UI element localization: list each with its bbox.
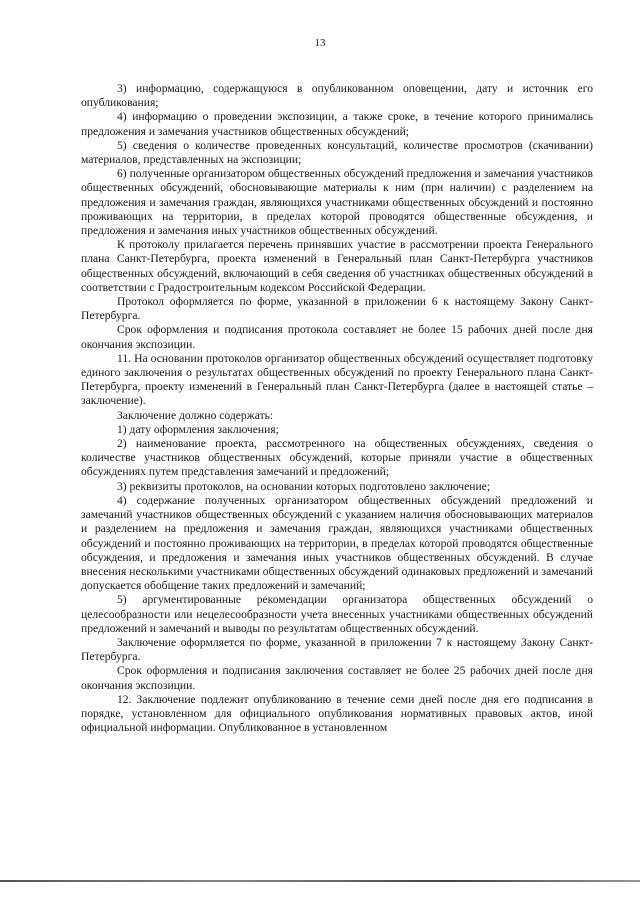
paragraph: 5) аргументированные рекомендации организатора общественных обсуждений о целесообразности или нецелесообразности учета внесенных участниками общественных обсуждений предложений и замечаний и выводы по результатам общественных обсуждений. <box>81 593 593 635</box>
paragraph: 5) сведения о количестве проведенных консультаций, количестве просмотров (скачивании) материалов, представленных на экспозиции; <box>81 138 593 167</box>
paragraph: Заключение оформляется по форме, указанной в приложении 7 к настоящему Закону Санкт-Петербурга. <box>81 635 593 664</box>
page-number: 13 <box>314 37 326 49</box>
paragraph: 11. На основании протоколов организатор общественных обсуждений осуществляет подготовку единого заключения о результатах общественных обсуждений по проекту Генерального плана Санкт-Петербурга, проекту изменений в Генеральный план Санкт-Петербурга (далее в настоящей статье – заключение). <box>81 351 593 408</box>
paragraph: К протоколу прилагается перечень принявших участие в рассмотрении проекта Генерального плана Санкт-Петербурга, проекта изменений в Генеральный план Санкт-Петербурга участников общественных обсуждений, включающий в себя сведения об участниках общественных обсуждений в соответствии с Градостроительным кодексом Российской Федерации. <box>81 238 593 294</box>
paragraph: Срок оформления и подписания протокола составляет не более 15 рабочих дней после дня окончания экспозиции. <box>81 323 593 351</box>
scan-edge-line <box>0 880 640 882</box>
paragraph: Протокол оформляется по форме, указанной в приложении 6 к настоящему Закону Санкт-Петербурга. <box>81 295 593 323</box>
document-body <box>81 82 593 735</box>
paragraph: 3) реквизиты протоколов, на основании которых подготовлено заключение; <box>117 479 491 493</box>
paragraph: Срок оформления и подписания заключения составляет не более 25 рабочих дней после дня окончания экспозиции. <box>81 664 593 692</box>
paragraph: 12. Заключение подлежит опубликованию в течение семи дней после дня его подписания в порядке, установленном для официального опубликования нормативных правовых актов, иной официальной информации. Опубликованное в установленном <box>81 692 593 735</box>
paragraph: 2) наименование проекта, рассмотренного на общественных обсуждениях, сведения о количестве участников общественных обсуждений, которые приняли участие в общественных обсуждениях путем представления замечаний и предложений; <box>81 437 593 479</box>
paragraph: 4) информацию о проведении экспозиции, а также сроке, в течение которого принимались предложения и замечания участников общественных обсуждений; <box>81 110 593 138</box>
paragraph: 1) дату оформления заключения; <box>117 422 279 436</box>
paragraph: 6) полученные организатором общественных обсуждений предложения и замечания участников общественных обсуждений, обосновывающие материалы к ним (при наличии) с разделением на предложения и замечания граждан, являющихся участниками общественных обсуждений и постоянно проживающих на территории, в пределах которой проводятся общественные обсуждения, и предложения и замечания иных участников общественных обсуждений. <box>81 167 593 238</box>
paragraph: Заключение должно содержать: <box>117 408 274 422</box>
paragraph: 4) содержание полученных организатором общественных обсуждений предложений и замечаний участников общественных обсуждений с указанием наличия обосновывающих материалов и разделением на предложения и замечания граждан, являющихся участниками общественных обсуждений и постоянно проживающих на территории, в пределах которой проводятся общественные обсуждения, и предложения и замечания иных участников общественных обсуждений. В случае внесения несколькими участниками общественных обсуждений одинаковых предложений и замечаний допускается обобщение таких предложений и замечаний; <box>81 493 593 593</box>
paragraph: 3) информацию, содержащуюся в опубликованном оповещении, дату и источник его опубликования; <box>81 82 593 110</box>
